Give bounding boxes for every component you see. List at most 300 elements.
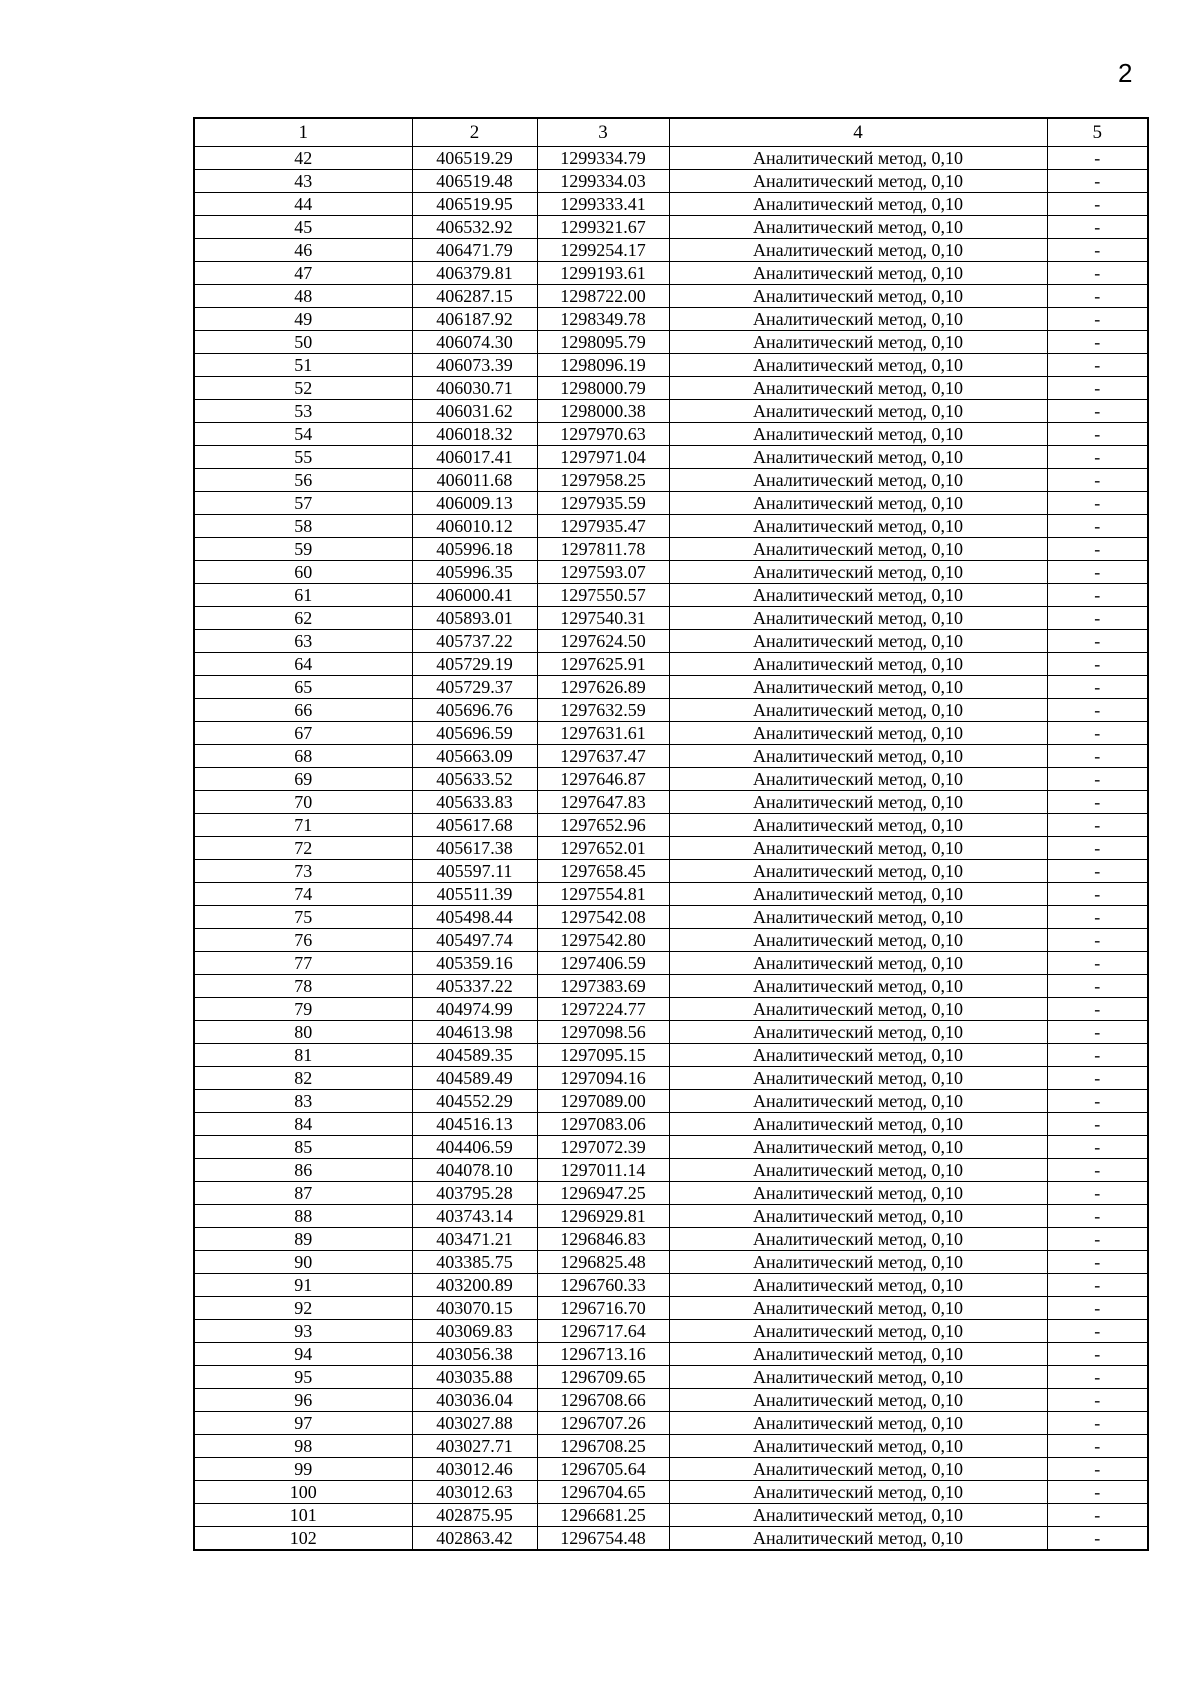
y-coordinate-cell: 1297647.83 [537,791,669,814]
x-coordinate-cell: 405337.22 [412,975,537,998]
method-accuracy-cell: Аналитический метод, 0,10 [669,837,1047,860]
x-coordinate-cell: 406074.30 [412,331,537,354]
y-coordinate-cell: 1299334.79 [537,147,669,170]
y-coordinate-cell: 1297970.63 [537,423,669,446]
y-coordinate-cell: 1297626.89 [537,676,669,699]
point-number-cell: 52 [194,377,412,400]
method-accuracy-cell: Аналитический метод, 0,10 [669,1389,1047,1412]
table-row [194,998,1148,1021]
y-coordinate-cell: 1297971.04 [537,446,669,469]
y-coordinate-cell: 1298095.79 [537,331,669,354]
header-cell-5: 5 [1047,118,1148,147]
method-accuracy-cell: Аналитический метод, 0,10 [669,722,1047,745]
page-number: 2 [1118,58,1133,88]
x-coordinate-cell: 405617.68 [412,814,537,837]
y-coordinate-cell: 1298096.19 [537,354,669,377]
table-row [194,1504,1148,1527]
y-coordinate-cell: 1297632.59 [537,699,669,722]
table-row [194,1435,1148,1458]
y-coordinate-cell: 1297540.31 [537,607,669,630]
x-coordinate-cell: 403027.71 [412,1435,537,1458]
point-number-cell: 62 [194,607,412,630]
method-accuracy-cell: Аналитический метод, 0,10 [669,331,1047,354]
table-row [194,676,1148,699]
point-number-cell: 47 [194,262,412,285]
point-number-cell: 58 [194,515,412,538]
point-number-cell: 75 [194,906,412,929]
x-coordinate-cell: 403036.04 [412,1389,537,1412]
table-row [194,239,1148,262]
table-row [194,308,1148,331]
method-accuracy-cell: Аналитический метод, 0,10 [669,515,1047,538]
point-number-cell: 101 [194,1504,412,1527]
note-cell: - [1047,285,1148,308]
method-accuracy-cell: Аналитический метод, 0,10 [669,377,1047,400]
point-number-cell: 59 [194,538,412,561]
method-accuracy-cell: Аналитический метод, 0,10 [669,1182,1047,1205]
note-cell: - [1047,699,1148,722]
x-coordinate-cell: 406379.81 [412,262,537,285]
y-coordinate-cell: 1297383.69 [537,975,669,998]
x-coordinate-cell: 404589.49 [412,1067,537,1090]
y-coordinate-cell: 1296705.64 [537,1458,669,1481]
header-cell-1: 1 [194,118,412,147]
table-row [194,1389,1148,1412]
note-cell: - [1047,1182,1148,1205]
note-cell: - [1047,1366,1148,1389]
table-row [194,1366,1148,1389]
x-coordinate-cell: 405737.22 [412,630,537,653]
note-cell: - [1047,423,1148,446]
table-row [194,883,1148,906]
point-number-cell: 82 [194,1067,412,1090]
method-accuracy-cell: Аналитический метод, 0,10 [669,1343,1047,1366]
table-row [194,1090,1148,1113]
table-row [194,446,1148,469]
y-coordinate-cell: 1296708.25 [537,1435,669,1458]
x-coordinate-cell: 406000.41 [412,584,537,607]
point-number-cell: 98 [194,1435,412,1458]
table-row [194,745,1148,768]
point-number-cell: 79 [194,998,412,1021]
method-accuracy-cell: Аналитический метод, 0,10 [669,1366,1047,1389]
point-number-cell: 69 [194,768,412,791]
note-cell: - [1047,975,1148,998]
x-coordinate-cell: 405696.59 [412,722,537,745]
x-coordinate-cell: 403035.88 [412,1366,537,1389]
x-coordinate-cell: 405617.38 [412,837,537,860]
x-coordinate-cell: 406519.29 [412,147,537,170]
method-accuracy-cell: Аналитический метод, 0,10 [669,1044,1047,1067]
x-coordinate-cell: 405597.11 [412,860,537,883]
y-coordinate-cell: 1297652.96 [537,814,669,837]
x-coordinate-cell: 404552.29 [412,1090,537,1113]
table-row [194,1297,1148,1320]
point-number-cell: 67 [194,722,412,745]
note-cell: - [1047,1021,1148,1044]
y-coordinate-cell: 1297935.59 [537,492,669,515]
table-row [194,1228,1148,1251]
point-number-cell: 63 [194,630,412,653]
point-number-cell: 93 [194,1320,412,1343]
x-coordinate-cell: 405663.09 [412,745,537,768]
y-coordinate-cell: 1297072.39 [537,1136,669,1159]
x-coordinate-cell: 403200.89 [412,1274,537,1297]
point-number-cell: 83 [194,1090,412,1113]
y-coordinate-cell: 1297098.56 [537,1021,669,1044]
point-number-cell: 51 [194,354,412,377]
x-coordinate-cell: 403471.21 [412,1228,537,1251]
point-number-cell: 77 [194,952,412,975]
table-row [194,262,1148,285]
method-accuracy-cell: Аналитический метод, 0,10 [669,1228,1047,1251]
table-row [194,193,1148,216]
point-number-cell: 78 [194,975,412,998]
method-accuracy-cell: Аналитический метод, 0,10 [669,699,1047,722]
method-accuracy-cell: Аналитический метод, 0,10 [669,745,1047,768]
point-number-cell: 56 [194,469,412,492]
y-coordinate-cell: 1298349.78 [537,308,669,331]
method-accuracy-cell: Аналитический метод, 0,10 [669,814,1047,837]
table-row [194,584,1148,607]
note-cell: - [1047,607,1148,630]
note-cell: - [1047,193,1148,216]
x-coordinate-cell: 403070.15 [412,1297,537,1320]
y-coordinate-cell: 1299254.17 [537,239,669,262]
table-row [194,653,1148,676]
point-number-cell: 72 [194,837,412,860]
method-accuracy-cell: Аналитический метод, 0,10 [669,791,1047,814]
y-coordinate-cell: 1299321.67 [537,216,669,239]
note-cell: - [1047,722,1148,745]
y-coordinate-cell: 1296681.25 [537,1504,669,1527]
point-number-cell: 89 [194,1228,412,1251]
note-cell: - [1047,676,1148,699]
y-coordinate-cell: 1296709.65 [537,1366,669,1389]
point-number-cell: 55 [194,446,412,469]
x-coordinate-cell: 404406.59 [412,1136,537,1159]
note-cell: - [1047,1205,1148,1228]
method-accuracy-cell: Аналитический метод, 0,10 [669,354,1047,377]
y-coordinate-cell: 1297958.25 [537,469,669,492]
table-row [194,1458,1148,1481]
method-accuracy-cell: Аналитический метод, 0,10 [669,1113,1047,1136]
point-number-cell: 85 [194,1136,412,1159]
note-cell: - [1047,952,1148,975]
x-coordinate-cell: 406010.12 [412,515,537,538]
note-cell: - [1047,1274,1148,1297]
method-accuracy-cell: Аналитический метод, 0,10 [669,975,1047,998]
method-accuracy-cell: Аналитический метод, 0,10 [669,584,1047,607]
point-number-cell: 70 [194,791,412,814]
y-coordinate-cell: 1296716.70 [537,1297,669,1320]
y-coordinate-cell: 1297631.61 [537,722,669,745]
table-row [194,722,1148,745]
note-cell: - [1047,561,1148,584]
method-accuracy-cell: Аналитический метод, 0,10 [669,1136,1047,1159]
method-accuracy-cell: Аналитический метод, 0,10 [669,906,1047,929]
y-coordinate-cell: 1296704.65 [537,1481,669,1504]
table-row [194,768,1148,791]
note-cell: - [1047,745,1148,768]
method-accuracy-cell: Аналитический метод, 0,10 [669,1067,1047,1090]
note-cell: - [1047,492,1148,515]
table-row [194,170,1148,193]
note-cell: - [1047,147,1148,170]
method-accuracy-cell: Аналитический метод, 0,10 [669,262,1047,285]
x-coordinate-cell: 405359.16 [412,952,537,975]
point-number-cell: 45 [194,216,412,239]
note-cell: - [1047,906,1148,929]
point-number-cell: 43 [194,170,412,193]
method-accuracy-cell: Аналитический метод, 0,10 [669,1251,1047,1274]
y-coordinate-cell: 1296754.48 [537,1527,669,1551]
y-coordinate-cell: 1297094.16 [537,1067,669,1090]
point-number-cell: 68 [194,745,412,768]
y-coordinate-cell: 1297624.50 [537,630,669,653]
point-number-cell: 76 [194,929,412,952]
table-row [194,423,1148,446]
note-cell: - [1047,400,1148,423]
method-accuracy-cell: Аналитический метод, 0,10 [669,1458,1047,1481]
note-cell: - [1047,1412,1148,1435]
table-row [194,791,1148,814]
note-cell: - [1047,1067,1148,1090]
table-row [194,1136,1148,1159]
method-accuracy-cell: Аналитический метод, 0,10 [669,1159,1047,1182]
y-coordinate-cell: 1299334.03 [537,170,669,193]
table-row [194,561,1148,584]
y-coordinate-cell: 1297652.01 [537,837,669,860]
note-cell: - [1047,883,1148,906]
table-row [194,1205,1148,1228]
note-cell: - [1047,860,1148,883]
table-row [194,1412,1148,1435]
note-cell: - [1047,630,1148,653]
method-accuracy-cell: Аналитический метод, 0,10 [669,469,1047,492]
point-number-cell: 44 [194,193,412,216]
table-row [194,1343,1148,1366]
point-number-cell: 65 [194,676,412,699]
x-coordinate-cell: 403012.63 [412,1481,537,1504]
method-accuracy-cell: Аналитический метод, 0,10 [669,1021,1047,1044]
method-accuracy-cell: Аналитический метод, 0,10 [669,768,1047,791]
table-row [194,814,1148,837]
method-accuracy-cell: Аналитический метод, 0,10 [669,239,1047,262]
x-coordinate-cell: 405696.76 [412,699,537,722]
y-coordinate-cell: 1296947.25 [537,1182,669,1205]
note-cell: - [1047,1343,1148,1366]
y-coordinate-cell: 1297625.91 [537,653,669,676]
header-cell-4: 4 [669,118,1047,147]
x-coordinate-cell: 406519.48 [412,170,537,193]
note-cell: - [1047,354,1148,377]
y-coordinate-cell: 1297083.06 [537,1113,669,1136]
point-number-cell: 64 [194,653,412,676]
method-accuracy-cell: Аналитический метод, 0,10 [669,1205,1047,1228]
point-number-cell: 99 [194,1458,412,1481]
y-coordinate-cell: 1299333.41 [537,193,669,216]
x-coordinate-cell: 406009.13 [412,492,537,515]
method-accuracy-cell: Аналитический метод, 0,10 [669,1504,1047,1527]
y-coordinate-cell: 1297406.59 [537,952,669,975]
method-accuracy-cell: Аналитический метод, 0,10 [669,998,1047,1021]
y-coordinate-cell: 1297224.77 [537,998,669,1021]
point-number-cell: 96 [194,1389,412,1412]
note-cell: - [1047,1481,1148,1504]
table-row [194,469,1148,492]
x-coordinate-cell: 404974.99 [412,998,537,1021]
point-number-cell: 100 [194,1481,412,1504]
note-cell: - [1047,216,1148,239]
x-coordinate-cell: 405729.19 [412,653,537,676]
point-number-cell: 97 [194,1412,412,1435]
y-coordinate-cell: 1297593.07 [537,561,669,584]
note-cell: - [1047,653,1148,676]
point-number-cell: 54 [194,423,412,446]
y-coordinate-cell: 1296825.48 [537,1251,669,1274]
x-coordinate-cell: 405996.18 [412,538,537,561]
method-accuracy-cell: Аналитический метод, 0,10 [669,446,1047,469]
x-coordinate-cell: 403056.38 [412,1343,537,1366]
x-coordinate-cell: 406011.68 [412,469,537,492]
note-cell: - [1047,814,1148,837]
note-cell: - [1047,768,1148,791]
table-row [194,906,1148,929]
table-row [194,354,1148,377]
table-row [194,538,1148,561]
method-accuracy-cell: Аналитический метод, 0,10 [669,308,1047,331]
method-accuracy-cell: Аналитический метод, 0,10 [669,216,1047,239]
point-number-cell: 81 [194,1044,412,1067]
method-accuracy-cell: Аналитический метод, 0,10 [669,1412,1047,1435]
header-cell-3: 3 [537,118,669,147]
method-accuracy-cell: Аналитический метод, 0,10 [669,1320,1047,1343]
y-coordinate-cell: 1298722.00 [537,285,669,308]
x-coordinate-cell: 404589.35 [412,1044,537,1067]
x-coordinate-cell: 406073.39 [412,354,537,377]
y-coordinate-cell: 1297658.45 [537,860,669,883]
y-coordinate-cell: 1296708.66 [537,1389,669,1412]
x-coordinate-cell: 405729.37 [412,676,537,699]
method-accuracy-cell: Аналитический метод, 0,10 [669,193,1047,216]
y-coordinate-cell: 1297935.47 [537,515,669,538]
table-row [194,331,1148,354]
point-number-cell: 73 [194,860,412,883]
method-accuracy-cell: Аналитический метод, 0,10 [669,538,1047,561]
x-coordinate-cell: 403069.83 [412,1320,537,1343]
note-cell: - [1047,308,1148,331]
x-coordinate-cell: 405893.01 [412,607,537,630]
header-cell-2: 2 [412,118,537,147]
x-coordinate-cell: 406532.92 [412,216,537,239]
table-row [194,975,1148,998]
table-row [194,1527,1148,1551]
note-cell: - [1047,377,1148,400]
method-accuracy-cell: Аналитический метод, 0,10 [669,285,1047,308]
method-accuracy-cell: Аналитический метод, 0,10 [669,400,1047,423]
note-cell: - [1047,998,1148,1021]
note-cell: - [1047,1389,1148,1412]
table-row [194,1320,1148,1343]
point-number-cell: 90 [194,1251,412,1274]
note-cell: - [1047,791,1148,814]
note-cell: - [1047,1090,1148,1113]
x-coordinate-cell: 404078.10 [412,1159,537,1182]
table-row [194,699,1148,722]
point-number-cell: 74 [194,883,412,906]
y-coordinate-cell: 1299193.61 [537,262,669,285]
note-cell: - [1047,446,1148,469]
point-number-cell: 57 [194,492,412,515]
point-number-cell: 88 [194,1205,412,1228]
table-row [194,1182,1148,1205]
method-accuracy-cell: Аналитический метод, 0,10 [669,1297,1047,1320]
note-cell: - [1047,929,1148,952]
table-row [194,1044,1148,1067]
method-accuracy-cell: Аналитический метод, 0,10 [669,860,1047,883]
point-number-cell: 48 [194,285,412,308]
note-cell: - [1047,1297,1148,1320]
y-coordinate-cell: 1296760.33 [537,1274,669,1297]
point-number-cell: 91 [194,1274,412,1297]
y-coordinate-cell: 1297095.15 [537,1044,669,1067]
method-accuracy-cell: Аналитический метод, 0,10 [669,1527,1047,1551]
x-coordinate-cell: 405996.35 [412,561,537,584]
table-row [194,860,1148,883]
x-coordinate-cell: 406018.32 [412,423,537,446]
y-coordinate-cell: 1296929.81 [537,1205,669,1228]
note-cell: - [1047,1320,1148,1343]
table-row [194,1021,1148,1044]
table-row [194,216,1148,239]
y-coordinate-cell: 1297637.47 [537,745,669,768]
note-cell: - [1047,239,1148,262]
table-body [194,147,1148,1551]
point-number-cell: 42 [194,147,412,170]
coordinates-table [193,117,1149,1551]
y-coordinate-cell: 1297550.57 [537,584,669,607]
note-cell: - [1047,1504,1148,1527]
x-coordinate-cell: 404516.13 [412,1113,537,1136]
table-row [194,1159,1148,1182]
x-coordinate-cell: 403385.75 [412,1251,537,1274]
method-accuracy-cell: Аналитический метод, 0,10 [669,1435,1047,1458]
note-cell: - [1047,1159,1148,1182]
method-accuracy-cell: Аналитический метод, 0,10 [669,929,1047,952]
method-accuracy-cell: Аналитический метод, 0,10 [669,147,1047,170]
x-coordinate-cell: 402875.95 [412,1504,537,1527]
note-cell: - [1047,331,1148,354]
table-row [194,515,1148,538]
note-cell: - [1047,469,1148,492]
x-coordinate-cell: 403795.28 [412,1182,537,1205]
y-coordinate-cell: 1296846.83 [537,1228,669,1251]
x-coordinate-cell: 406031.62 [412,400,537,423]
table-header [194,118,1148,147]
method-accuracy-cell: Аналитический метод, 0,10 [669,653,1047,676]
note-cell: - [1047,1228,1148,1251]
y-coordinate-cell: 1298000.38 [537,400,669,423]
x-coordinate-cell: 405633.52 [412,768,537,791]
method-accuracy-cell: Аналитический метод, 0,10 [669,492,1047,515]
note-cell: - [1047,538,1148,561]
y-coordinate-cell: 1298000.79 [537,377,669,400]
point-number-cell: 60 [194,561,412,584]
method-accuracy-cell: Аналитический метод, 0,10 [669,1481,1047,1504]
y-coordinate-cell: 1296713.16 [537,1343,669,1366]
x-coordinate-cell: 405497.74 [412,929,537,952]
